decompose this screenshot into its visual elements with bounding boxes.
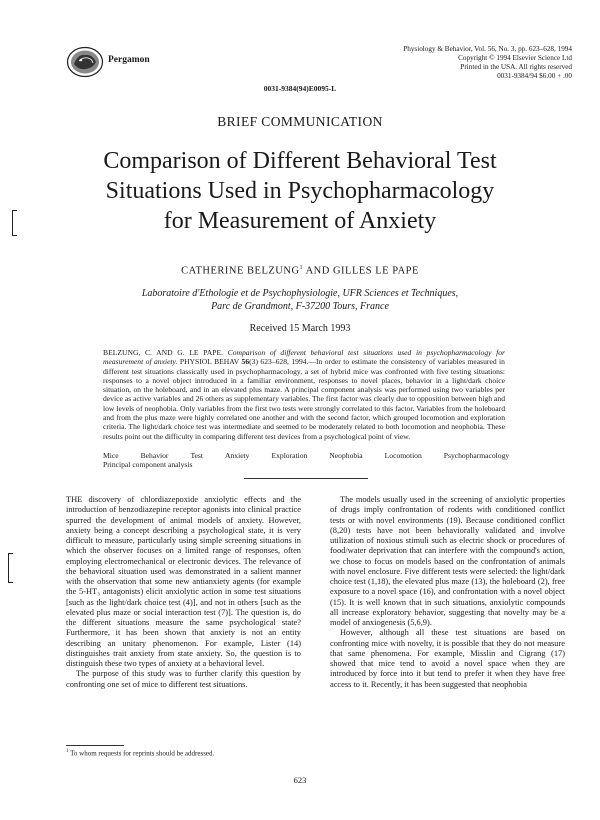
author-2: AND GILLES LE PAPE bbox=[303, 265, 419, 277]
copyright-line: Copyright © 1994 Elsevier Science Ltd bbox=[458, 54, 572, 62]
keyword: Neophobia bbox=[329, 451, 363, 460]
footnote-rule bbox=[66, 745, 124, 746]
body-right-column bbox=[330, 495, 565, 690]
title-line-1: Comparison of Different Behavioral Test bbox=[103, 148, 497, 174]
abstract-citation-journal: PHYSIOL BEHAV bbox=[179, 357, 240, 367]
abstract-citation-authors: BELZUNG, C. AND G. LE PAPE. bbox=[103, 348, 223, 357]
body-paragraph: The models usually used in the screening of anxiolytic properties of drugs imply confrontation of rodents with conditioned conflict tests or with novel environments (19). Because conditioned conflict (8,20) tests have not been behaviorally validated and involve utilization of noxious stimuli such as electric shock or procedures of food/water deprivation that can interfere with the compound's action, we chose to focus on models based on the confrontation of animals with novel enclosure. Five different tests were selected: the light/dark choice test (1,18), the elevated plus maze (13), the holeboard (2), free exposure to a novel space (16), and confrontation with a novel object (15). It is well known that in such situations, anxiolytic compounds all increase exploratory behavior, suggesting that novelty may be a model of anxiogenesis (5,6,9). bbox=[330, 495, 565, 627]
body-paragraph: THE discovery of chlordiazepoxide anxiolytic effects and the introduction of benzodiazepine receptor agonists into clinical practice spurred the development of animal models of anxiety. However, anxiety being a concept describing a psychological state, it is very difficult to measure, particularly using simple screening situations in which the observer focuses on a limited range of responses, often employing electromechanical or electronic devices. The relevance of the behavioral situation used was demonstrated in a salient manner with the observation that some new antianxiety agents (for example the 5-HT₃ antagonists) elicit anxiolytic action in some test situations [such as the light/dark choice test (4)], and not in others [such as the elevated plus maze or social interaction test (7)]. The question is, do the different situations measure the same psychological state? Furthermore, it has been shown that anxiety is not an entity describing an unitary phenomenon. For example, Lister (14) distinguishes trait anxiety from state anxiety. So, the question is to distinguish these two types of anxiety at a behavioral level. bbox=[66, 495, 301, 668]
abstract-citation-rest: (3) 623–628, 1994.— bbox=[249, 357, 317, 367]
body-paragraph: The purpose of this study was to further clarify this question by confronting one set of mice to different test situations. bbox=[66, 669, 301, 689]
authors bbox=[0, 265, 600, 277]
section-label: BRIEF COMMUNICATION bbox=[217, 114, 383, 129]
keyword: Test bbox=[190, 451, 203, 460]
footnote-text: To whom requests for reprints should be addressed. bbox=[68, 749, 215, 758]
received-date: Received 15 March 1993 bbox=[249, 323, 351, 334]
issn-price-line: 0031-9384/94 $6.00 + .00 bbox=[497, 72, 572, 80]
document-id: 0031-9384(94)E0095-L bbox=[263, 84, 337, 93]
abstract-text: In order to estimate the consistency of variables measured in different test situations classically used in psychopharmacology, a set of hybrid mice was confronted with five testing situations: responses to a novel object introduced in a familiar environment, responses to novel places, behavior in a light/dark choice situation, on the holeboard, and in an elevated plus maze. A principal component analysis was performed using two variables per device as active variables and 26 others as supplementary variables. The first factor was clearly due to opposition between high and low levels of neophobia. Only variables from the first two tests were strongly correlated to this factor. Variables from the holeboard and from the plus maze were highly correlated one another and with the second factor, which grouped locomotion and exploration criteria. The light/dark choice test was intermediate and seemed to be moderately related to both locomotion and neophobia. These results point out the difficulty in comparing different test devices from a psychological point of view. bbox=[103, 357, 505, 441]
margin-mark bbox=[12, 210, 17, 236]
affiliation-line-1: Laboratoire d'Ethologie et de Psychophysiologie, UFR Sciences et Techniques, bbox=[141, 288, 459, 299]
keyword: Behavior bbox=[140, 451, 169, 460]
keyword: Principal component analysis bbox=[103, 460, 193, 470]
keyword: Mice bbox=[103, 451, 119, 460]
body-left-column bbox=[66, 495, 301, 690]
footnote-mark: 1 bbox=[66, 749, 69, 754]
affiliation-line-2: Parc de Grandmont, F-37200 Tours, France bbox=[211, 300, 389, 312]
keywords bbox=[103, 451, 510, 470]
journal-citation-line: Physiology & Behavior, Vol. 56, No. 3, pp. 623–628, 1994 bbox=[403, 45, 572, 53]
keyword: Exploration bbox=[271, 451, 308, 460]
keyword: Anxiety bbox=[225, 451, 250, 460]
page-number: 623 bbox=[293, 775, 307, 785]
pergamon-logo bbox=[66, 46, 104, 78]
margin-mark bbox=[8, 553, 13, 583]
article-title bbox=[0, 146, 600, 236]
abstract-citation-volume: 56 bbox=[241, 357, 250, 367]
abstract-citation-title: Comparison of different behavioral test situations used in psychopharmacology for measurement of anxiety. bbox=[103, 348, 506, 367]
abstract bbox=[103, 348, 505, 441]
keyword: Psychopharmacology bbox=[443, 451, 510, 460]
body-paragraph: However, although all these test situations are based on confronting mice with novelty, it is possible that they do not measure that same phenomena. For example, Misslin and Cigrang (17) showed that mice tend to avoid a novel space when they are introduced by force into it but tend to prefer it when they have free access to it. Recently, it has been suggested that neophobia bbox=[330, 628, 565, 689]
rights-line: Printed in the USA. All rights reserved bbox=[460, 63, 572, 71]
affiliation bbox=[0, 288, 600, 313]
publisher-name: Pergamon bbox=[108, 55, 150, 65]
journal-info bbox=[372, 45, 572, 81]
author-1: CATHERINE BELZUNG bbox=[181, 265, 300, 277]
title-line-3: for Measurement of Anxiety bbox=[163, 208, 437, 234]
abstract-divider bbox=[244, 478, 368, 479]
author-footnote-mark: 1 bbox=[299, 265, 304, 271]
title-line-2: Situations Used in Psychopharmacology bbox=[105, 178, 495, 204]
keyword: Locomotion bbox=[384, 451, 422, 460]
footnote bbox=[66, 749, 214, 757]
